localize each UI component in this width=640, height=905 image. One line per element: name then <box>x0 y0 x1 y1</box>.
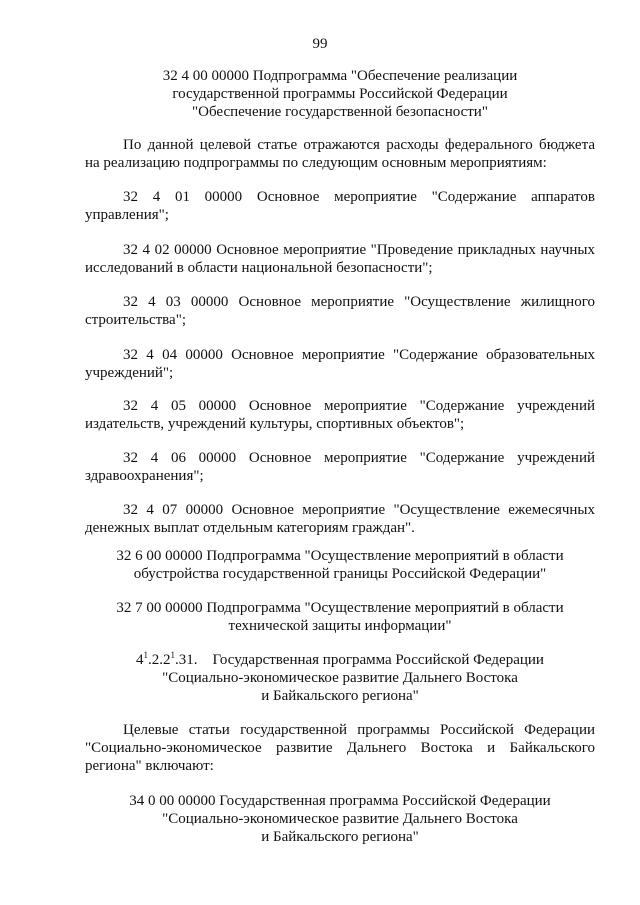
program-heading-34-0 <box>85 792 595 846</box>
section-number: $4^1.2.2^1.31$. <box>136 650 198 668</box>
intro-paragraph: По данной целевой статье отражаются расходы федерального бюджета на реализацию подпрограммы по следующим основным мероприятиям: <box>85 137 595 171</box>
target-articles-paragraph: Целевые статьи государственной программы Российской Федерации "Социально-экономическое развитие Дальнего Востока и Байкальского региона" включают: <box>85 722 595 774</box>
heading-line: "Социально-экономическое развитие Дальнего Востока <box>162 811 518 827</box>
activity-32-4-07: 32 4 07 00000 Основное мероприятие "Осуществление ежемесячных денежных выплат отдельным категориям граждан". <box>85 502 595 536</box>
heading-line: обустройства государственной границы Российской Федерации" <box>133 566 547 582</box>
activity-32-4-04: 32 4 04 00000 Основное мероприятие "Содержание образовательных учреждений"; <box>85 347 595 381</box>
subprogram-heading-32-6 <box>85 547 595 583</box>
heading-line: государственной программы Российской Федерации <box>172 86 508 102</box>
activity-32-4-02: 32 4 02 00000 Основное мероприятие "Проведение прикладных научных исследований в области национальной безопасности"; <box>85 242 595 276</box>
section-title: Государственная программа Российской Федерации <box>212 652 544 668</box>
activity-32-4-06: 32 4 06 00000 Основное мероприятие "Содержание учреждений здравоохранения"; <box>85 450 595 484</box>
section-heading-state-program <box>85 651 595 705</box>
heading-line: 32 4 00 00000 Подпрограмма "Обеспечение реализации <box>162 68 518 84</box>
heading-line: 32 6 00 00000 Подпрограмма "Осуществление мероприятий в области <box>116 548 564 564</box>
heading-line: 34 0 00 00000 Государственная программа Российской Федерации <box>129 793 551 809</box>
activity-32-4-05: 32 4 05 00000 Основное мероприятие "Содержание учреждений издательств, учреждений культуры, спортивных объектов"; <box>85 398 595 432</box>
activity-32-4-03: 32 4 03 00000 Основное мероприятие "Осуществление жилищного строительства"; <box>85 294 595 328</box>
heading-line: технической защиты информации" <box>228 618 452 634</box>
activity-32-4-01: 32 4 01 00000 Основное мероприятие "Содержание аппаратов управления"; <box>85 189 595 223</box>
heading-line: 32 7 00 00000 Подпрограмма "Осуществление мероприятий в области <box>116 600 564 616</box>
subprogram-heading-32-7 <box>85 599 595 635</box>
subprogram-heading-32-4 <box>85 67 595 121</box>
page-number: 99 <box>312 36 328 52</box>
section-title-line <box>85 651 595 669</box>
heading-line: "Социально-экономическое развитие Дальнего Востока <box>162 670 518 686</box>
heading-line: и Байкальского региона" <box>261 688 419 704</box>
heading-line: и Байкальского региона" <box>261 829 419 845</box>
heading-line: "Обеспечение государственной безопасности" <box>192 104 488 120</box>
